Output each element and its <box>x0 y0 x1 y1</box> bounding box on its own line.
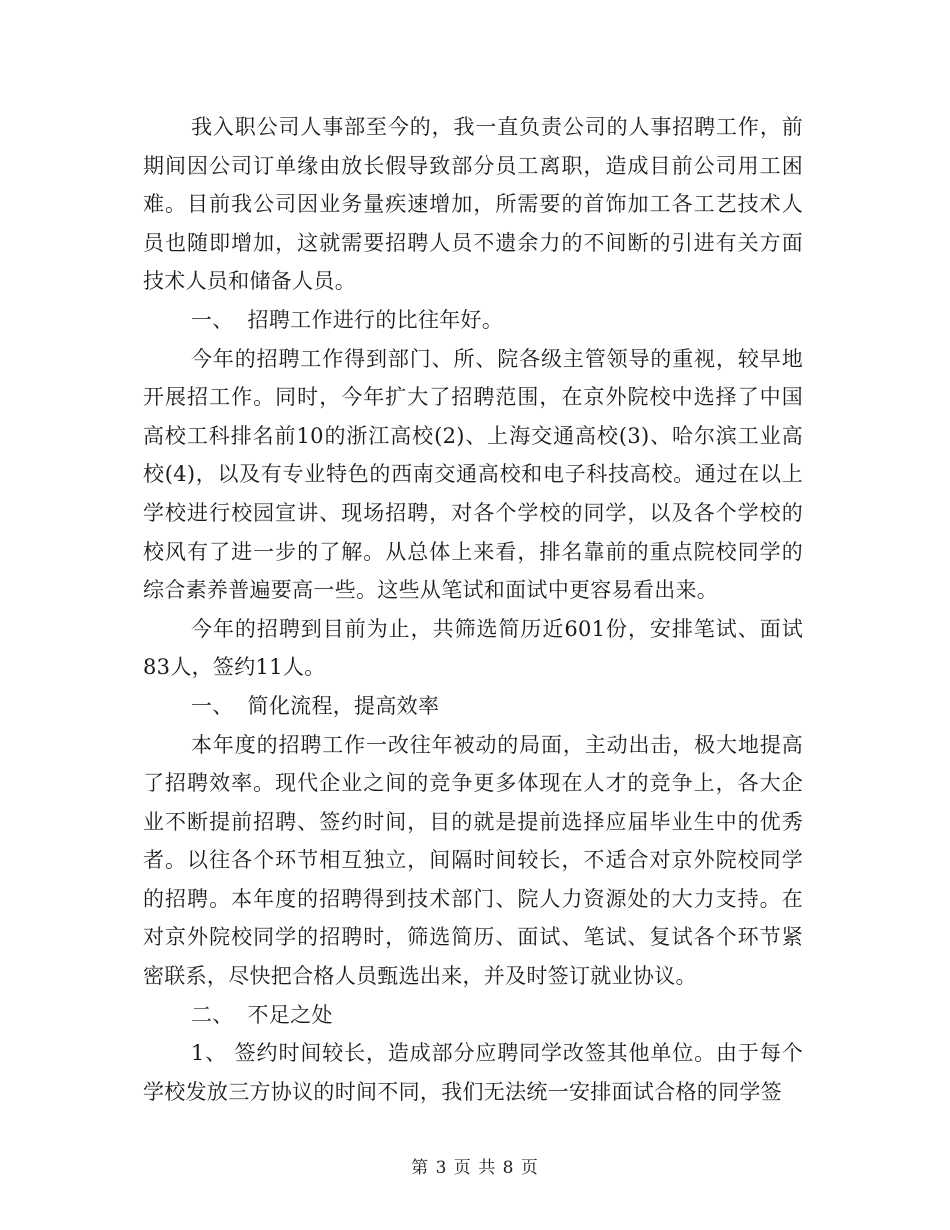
page-footer: 第 3 页 共 8 页 <box>411 1158 539 1178</box>
paragraph-recruitment-stats: 今年的招聘到目前为止，共筛选简历近601份，安排笔试、面试83人，签约11人。 <box>143 616 803 680</box>
paragraph-intro: 我入职公司人事部至今的，我一直负责公司的人事招聘工作，前期间因公司订单缘由放长假导致部分员工离职，造成目前公司用工困难。目前我公司因业务量疾速增加，所需要的首饰加工各工艺技术人员也随即增加，这就需要招聘人员不遗余力的不间断的引进有关方面技术人员和储备人员。 <box>143 115 803 294</box>
paragraph-efficiency: 本年度的招聘工作一改往年被动的局面，主动出击，极大地提高了招聘效率。现代企业之间的竞争更多体现在人才的竞争上，各大企业不断提前招聘、签约时间，目的就是提前选择应届毕业生中的优秀者。以往各个环节相互独立，间隔时间较长，不适合对京外院校同学的招聘。本年度的招聘得到技术部门、院人力资源处的大力支持。在对京外院校同学的招聘时，筛选简历、面试、笔试、复试各个环节紧密联系，尽快把合格人员甄选出来，并及时签订就业协议。 <box>143 732 803 989</box>
section-heading-shortcomings: 二、 不足之处 <box>191 1002 333 1027</box>
section-heading-simplify-process: 一、 简化流程，提高效率 <box>191 693 440 718</box>
document-body <box>143 108 803 1111</box>
paragraph-shortcoming-1: 1、 签约时间较长，造成部分应聘同学改签其他单位。由于每个学校发放三方协议的时间不同，我们无法统一安排面试合格的同学签 <box>143 1041 803 1104</box>
section-heading-recruitment-progress: 一、 招聘工作进行的比往年好。 <box>191 307 504 332</box>
paragraph-recruitment-scope: 今年的招聘工作得到部门、所、院各级主管领导的重视，较早地开展招工作。同时，今年扩大了招聘范围，在京外院校中选择了中国高校工科排名前10的浙江高校(2)、上海交通高校(3)、哈尔滨工业高校(4)，以及有专业特色的西南交通高校和电子科技高校。通过在以上学校进行校园宣讲、现场招聘，对各个学校的同学，以及各个学校的校风有了进一步的了解。从总体上来看，排名靠前的重点院校同学的综合素养普遍要高一些。这些从笔试和面试中更容易看出来。 <box>143 346 803 603</box>
